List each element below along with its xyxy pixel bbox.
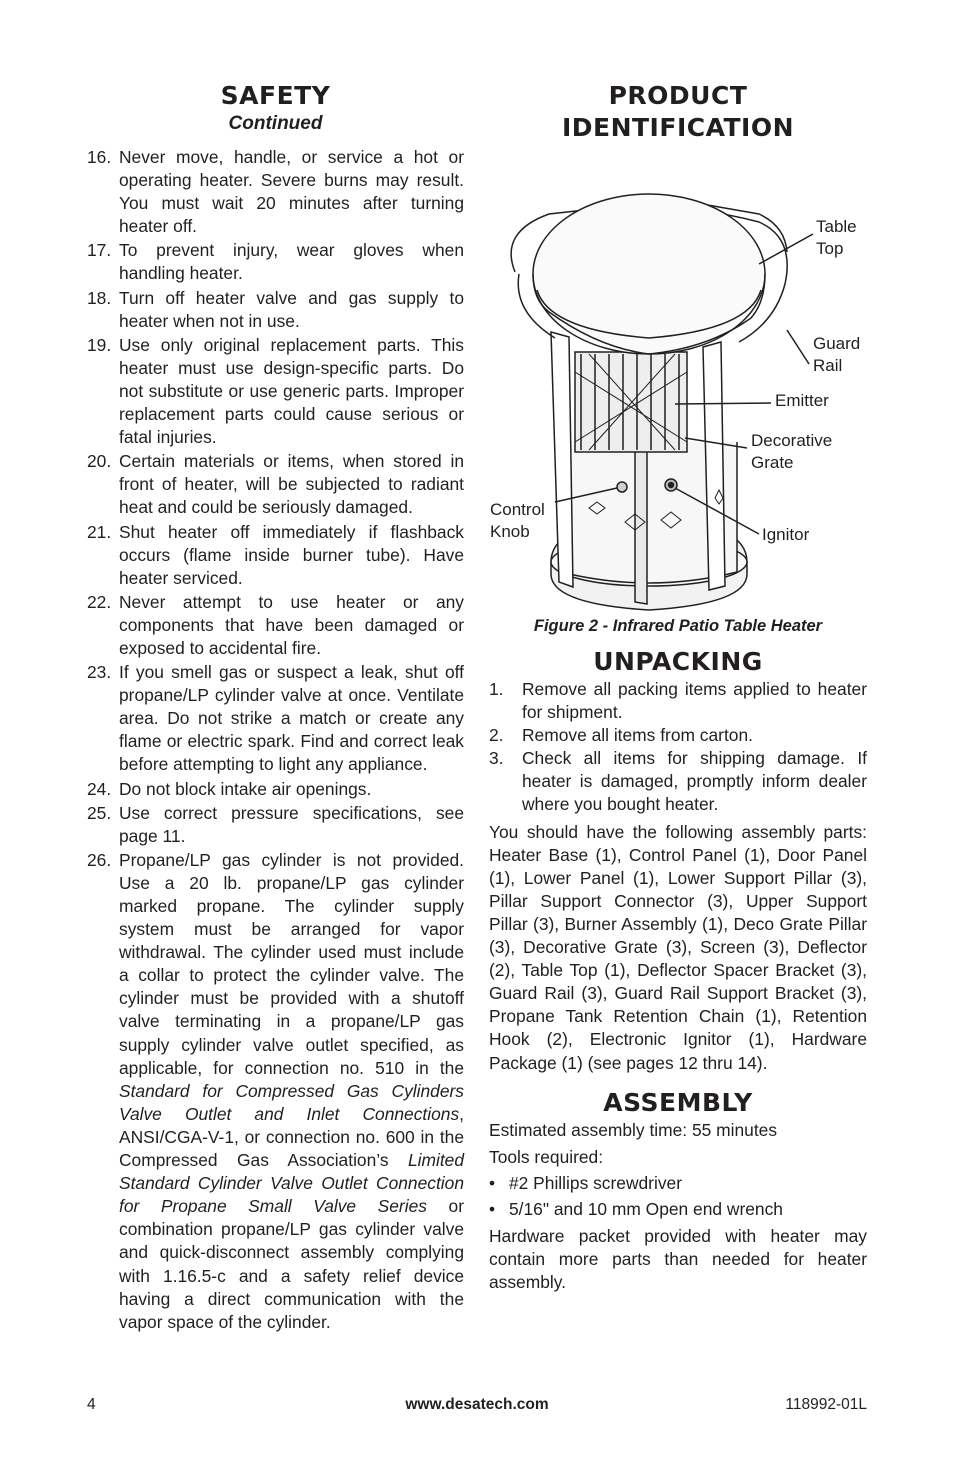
- item-number: 17.: [87, 240, 112, 261]
- tools-label: Tools required:: [489, 1146, 604, 1167]
- list-item: [87, 146, 464, 238]
- item-text-part: Propane/LP gas cylinder is not provided. Use a 20 lb. propane/LP gas cylinder marked propane. The cylinder supply system must be arranged for vapor withdrawal. The cylinder used must include a collar to protect the cylinder valve. The cylinder must be provided with a shutoff valve terminating in a propane/LP gas supply cylinder valve outlet specified, as applicable, for connection no. 510 in the: [119, 849, 464, 1078]
- label-line: Decorative: [751, 431, 833, 450]
- item-number: 16.: [87, 147, 112, 167]
- item-text: Use correct pressure specifications, see page 11.: [119, 802, 464, 846]
- list-item: [87, 802, 464, 848]
- item-text: Check all items for shipping damage. If heater is damaged, promptly inform dealer where you bought heater.: [522, 748, 867, 815]
- label-line: Top: [816, 239, 844, 258]
- label-line: Grate: [751, 453, 794, 472]
- label-decorative-grate: [751, 430, 832, 474]
- tool-text: #2 Phillips screwdriver: [509, 1172, 682, 1193]
- standard-title: Standard for Compressed Gas Cylinders Valve Outlet and Inlet Connections: [119, 1080, 464, 1124]
- item-text: Never move, handle, or service a hot or operating heater. Severe burns may result. You must wait 20 minutes after turning heater off.: [119, 147, 464, 237]
- list-item: [489, 678, 867, 724]
- list-item-26: [87, 849, 464, 1334]
- right-column: [489, 80, 867, 1294]
- assembly-heading: ASSEMBLY: [603, 1087, 753, 1117]
- list-item: [87, 778, 464, 801]
- heading-line: PRODUCT: [608, 81, 748, 110]
- item-text: If you smell gas or suspect a leak, shut off propane/LP cylinder valve at once. Ventilate area. Do not strike a match or create any flame or electric spark. Find and correct leak before attempting to light any appliance.: [119, 662, 464, 775]
- page-number: 4: [87, 1396, 96, 1413]
- bullet: •: [489, 1198, 496, 1219]
- item-text: To prevent injury, wear gloves when handling heater.: [119, 240, 464, 284]
- tool-item: [489, 1172, 867, 1195]
- item-text: Certain materials or items, when stored in front of heater, will be subjected to radiant heat and could be seriously damaged.: [119, 451, 464, 518]
- list-item: [489, 724, 867, 747]
- item-number: 21.: [87, 521, 112, 542]
- list-item: [87, 239, 464, 285]
- product-id-heading: [489, 80, 867, 144]
- item-number: 23.: [87, 662, 112, 683]
- item-number: 18.: [87, 287, 112, 308]
- assembly-time: Estimated assembly time: 55 minutes: [489, 1119, 778, 1140]
- label-line: Table: [816, 217, 857, 236]
- item-text: Remove all packing items applied to heater for shipment.: [522, 679, 867, 723]
- heater-illustration: [489, 142, 867, 622]
- item-number: 19.: [87, 334, 112, 355]
- item-text-part: , ANSI/CGA-V-1, or connection no. 600 in the Compressed Gas Association’s: [119, 1103, 464, 1171]
- item-number: 26.: [87, 849, 112, 870]
- item-text: Shut heater off immediately if flashback occurs (flame inside burner tube). Have heater serviced.: [119, 521, 464, 588]
- label-ignitor: Ignitor: [762, 525, 810, 544]
- label-line: Rail: [813, 356, 843, 375]
- item-text-part: or combination propane/LP gas cylinder valve and quick-disconnect assembly complying with 1.16.5-c and a safety relief device having a direct communication with the vapor space of the cylinder.: [119, 1196, 465, 1332]
- unpacking-heading: UNPACKING: [593, 647, 763, 676]
- list-item: [87, 521, 464, 590]
- list-item: [87, 591, 464, 660]
- item-text: [119, 849, 464, 1334]
- item-number: 1.: [489, 679, 504, 699]
- item-number: 24.: [87, 778, 112, 799]
- heading-line: IDENTIFICATION: [561, 113, 795, 142]
- list-item: [87, 661, 464, 776]
- item-number: 22.: [87, 591, 112, 612]
- item-text: Do not block intake air openings.: [119, 778, 372, 799]
- label-emitter: Emitter: [775, 391, 829, 410]
- label-table-top: [816, 216, 857, 260]
- label-line: Knob: [490, 522, 530, 541]
- list-item: [87, 450, 464, 519]
- list-item: [87, 287, 464, 333]
- item-text: Use only original replacement parts. This heater must use design-specific parts. Do not substitute or use generic parts. Improper replacement parts could cause serious or fatal injuries.: [119, 334, 464, 448]
- item-text: Turn off heater valve and gas supply to heater when not in use.: [119, 287, 464, 331]
- item-number: 3.: [489, 748, 504, 769]
- parts-list-paragraph: You should have the following assembly parts: Heater Base (1), Control Panel (1), Door Panel (1), Lower Panel (1), Lower Support Pillar (3), Pillar Support Connector (3), Upper Support Pillar (3), Burner Assembly (1), Deco Grate Pillar (3), Decorative Grate (3), Screen (3), Deflector (2), Table Top (1), Deflector Spacer Bracket (3), Guard Rail (3), Guard Rail Support Bracket (3), Propane Tank Retention Chain (1), Retention Hook (2), Electronic Ignitor (1), Hardware Package (1) (see pages 12 thru 14).: [489, 821, 867, 1073]
- document-code: 118992-01L: [785, 1396, 867, 1413]
- list-item: [489, 747, 867, 816]
- safety-heading: SAFETY: [220, 81, 331, 110]
- item-number: 2.: [489, 725, 504, 746]
- footer-url: www.desatech.com: [405, 1396, 549, 1413]
- list-item: [87, 334, 464, 449]
- label-line: Guard: [813, 334, 861, 353]
- hardware-note: Hardware packet provided with heater may contain more parts than needed for heater assembly.: [489, 1225, 867, 1293]
- tool-item: [489, 1198, 867, 1221]
- bullet: •: [489, 1172, 496, 1193]
- standard-title: Limited Standard Cylinder Valve Outlet Connection for Propane Small Valve Series: [119, 1150, 464, 1217]
- safety-subtitle: Continued: [228, 113, 323, 134]
- heater-diagram: [489, 142, 867, 622]
- safety-column: [87, 80, 464, 1335]
- label-control-knob: [490, 499, 545, 543]
- label-line: Control: [490, 500, 545, 519]
- figure-caption: Figure 2 - Infrared Patio Table Heater: [533, 617, 823, 635]
- item-text: Never attempt to use heater or any components that have been damaged or exposed to accidental fire.: [119, 591, 464, 658]
- tool-text: 5/16" and 10 mm Open end wrench: [509, 1198, 783, 1219]
- item-number: 25.: [87, 802, 112, 823]
- item-text: Remove all items from carton.: [522, 725, 753, 746]
- label-guard-rail: [813, 333, 860, 377]
- item-number: 20.: [87, 451, 112, 472]
